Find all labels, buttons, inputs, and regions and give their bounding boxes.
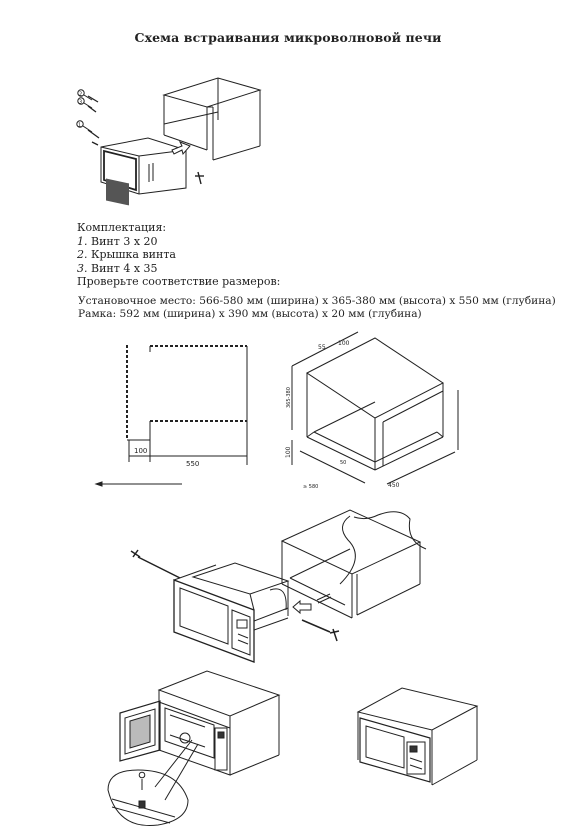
dim-100-label: 100 bbox=[134, 447, 148, 455]
dim-450-label: 450 bbox=[388, 482, 400, 489]
dim-width-label: ≥ 580 bbox=[303, 484, 319, 490]
dim-550-label: 550 bbox=[186, 460, 200, 468]
kit-item: 3. Винт 4 х 35 bbox=[77, 261, 158, 275]
dim-height-label: 365-380 bbox=[286, 387, 292, 408]
dim-100-side-label: 100 bbox=[285, 446, 292, 458]
installed-closed-door-illustration bbox=[358, 688, 477, 785]
callout-2: 2 bbox=[79, 91, 83, 98]
kit-item: 2. Крышка винта bbox=[77, 248, 176, 262]
page-title: Схема встраивания микроволновой печи bbox=[134, 30, 442, 45]
kit-heading: Комплектация: bbox=[77, 221, 167, 234]
installed-open-door-illustration bbox=[120, 671, 279, 800]
callout-1: 1 bbox=[78, 122, 82, 129]
installation-place-dims: Установочное место: 566-580 мм (ширина) х 365-380 мм (высота) х 550 мм (глубина) bbox=[78, 295, 556, 307]
detail-callout-illustration bbox=[108, 770, 188, 826]
dim-inner-label: 50 bbox=[340, 460, 347, 466]
frame-dims: Рамка: 592 мм (ширина) х 390 мм (высота) х 20 мм (глубина) bbox=[78, 308, 422, 321]
dim-55-label: 55 bbox=[318, 344, 326, 351]
kit-check-text: Проверьте соответствие размеров: bbox=[77, 275, 281, 289]
callout-3: 3 bbox=[79, 99, 83, 106]
dim-100-top-label: 100 bbox=[338, 340, 350, 347]
kit-item: 1. Винт 3 х 20 bbox=[77, 234, 158, 248]
